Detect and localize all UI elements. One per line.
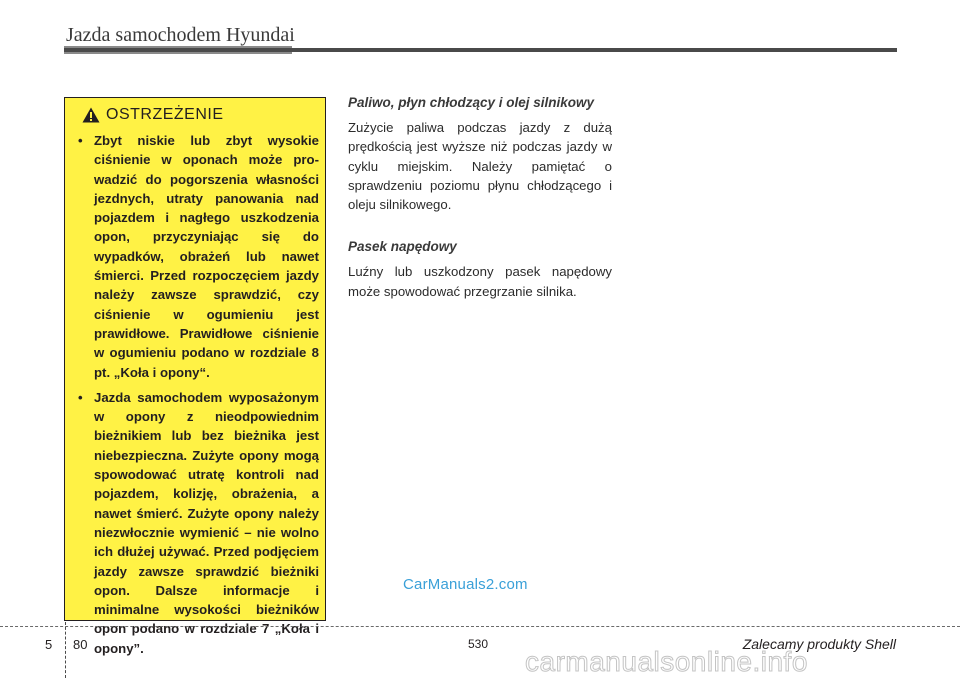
section-heading-fluids: Paliwo, płyn chłodzący i olej silnikowy xyxy=(348,95,595,110)
watermark-logo: CarManuals2.com xyxy=(403,576,528,593)
footer-page-number: 80 xyxy=(73,637,88,652)
warning-title: OSTRZEŻENIE xyxy=(106,106,224,123)
footer-vertical-divider xyxy=(65,622,66,678)
footer-site-watermark: carmanualsonline.info xyxy=(525,646,808,677)
section-body-belt: Luźny lub uszkodzony pasek napędowy może spowodować przegrzanie silnika. xyxy=(348,264,612,299)
content-column xyxy=(348,94,612,301)
header-rule xyxy=(64,48,897,52)
warning-triangle-icon xyxy=(82,107,100,123)
page-header-title: Jazda samochodem Hyundai xyxy=(66,24,295,46)
footer-divider xyxy=(0,626,960,627)
warning-heading xyxy=(82,106,319,124)
section-heading-belt: Pasek napędowy xyxy=(348,239,457,255)
footer-slogan: Zalecamy produkty Shell xyxy=(742,636,896,652)
footer-chapter-number: 5 xyxy=(45,637,53,652)
section-body-fluids: Zużycie paliwa podczas jazdy z dużą prędkością jest wyższe niż podczas jazdy w cyklu miejskim. Należy pamiętać o sprawdzeniu poziomu płynu chłodzącego i oleju silnikowego. xyxy=(348,120,612,213)
footer-center-number: 530 xyxy=(468,637,489,651)
warning-bullet-tire-pressure: • Zbyt niskie lub zbyt wysokie ciśnienie w oponach może prowadzić do pogorszenia własności jezdnych, utraty panowania nad pojazdem i nagłego uszkodzenia opon, przyczyniając się do wypadków, obrażeń lub nawet śmierci. Przed rozpoczęciem jazdy należy zawsze sprawdzić, czy ciśnienie w ogumieniu jest prawidłowe. Prawidłowe ciśnienie w ogumieniu podano w rozdziale 8 pt. „Koła i opony“. xyxy=(74,131,319,382)
warning-bullet-tire-tread: • Jazda samochodem wyposażonym w opony z nieodpowiednim bieżnikiem lub bez bieżnika jest niebezpieczna. Zużyte opony mogą spowodować utratę kontroli nad pojazdem, kolizję, obrażenia, a nawet śmierć. Zużyte opony należy niezwłocznie wymienić – nie wolno ich dłużej używać. Przed podjęciem jazdy zawsze sprawdzić bieżniki opon. Dalsze informacje i minimalne wysokości bieżników opon podano w rozdziale 7 „Koła i opony”. xyxy=(74,388,319,658)
